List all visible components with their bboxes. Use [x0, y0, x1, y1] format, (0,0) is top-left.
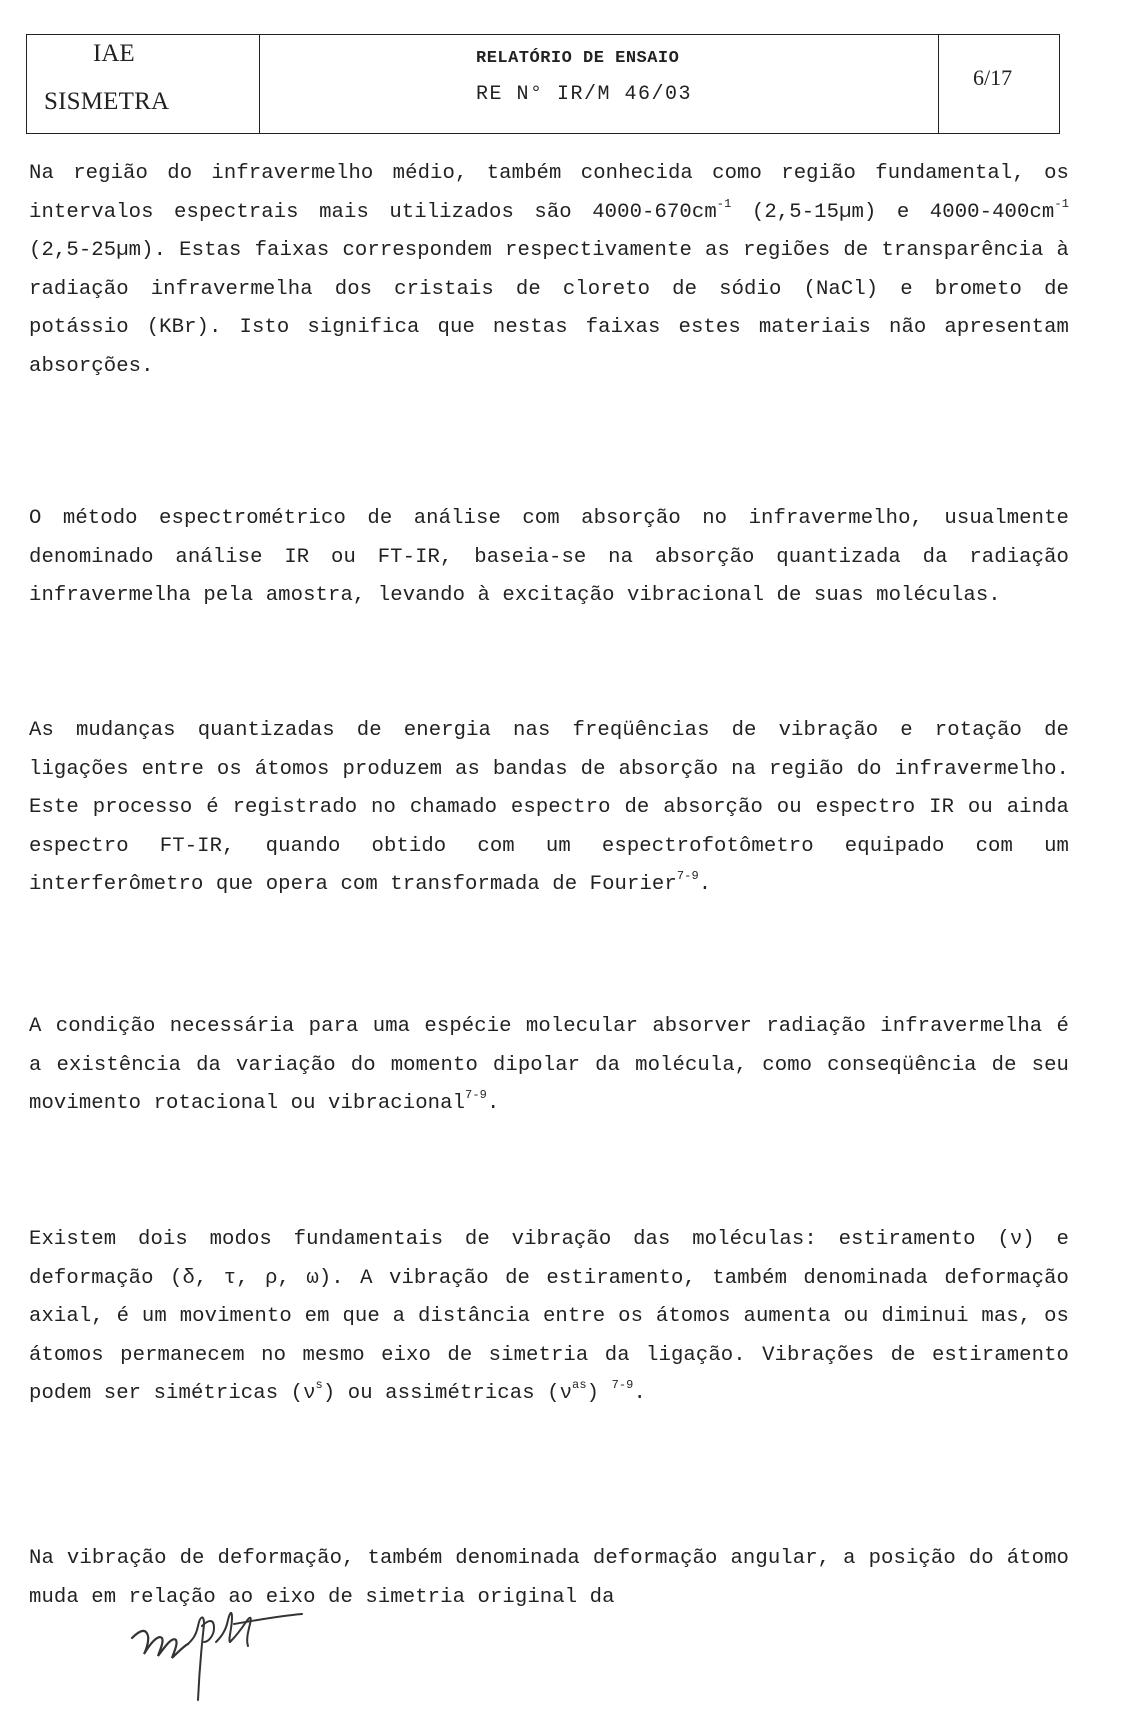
paragraph-5-text-c: ) [586, 1382, 612, 1405]
paragraph-5-text-a: Existem dois modos fundamentais de vibração das moléculas: estiramento (ν) e deformação (δ, τ, ρ, ω). A vibração de estiramento, também denominada deformação axial, é um movimento em que a distância entre os átomos aumenta ou diminui mas, os átomos permanecem no mesmo eixo de simetria da ligação. Vibrações de estiramento podem ser simétricas (ν [29, 1228, 1069, 1405]
paragraph-1 [29, 155, 1069, 386]
paragraph-2: O método espectrométrico de análise com absorção no infravermelho, usualmente denominado análise IR ou FT-IR, baseia-se na absorção quantizada da radiação infravermelha pela amostra, levando à excitação vibracional de suas moléculas. [29, 507, 1069, 607]
citation-superscript: 7-9 [465, 1088, 487, 1103]
org-acronym: IAE [93, 40, 135, 67]
citation-superscript: 7-9 [676, 869, 699, 884]
paragraph-1-text-b: (2,5-15µm) e 4000-400cm [731, 200, 1055, 224]
paragraph-4-text-a: A condição necessária para uma espécie molecular absorver radiação infravermelha é a existência da variação do momento dipolar da molécula, como conseqüência de seu movimento rotacional ou vibracional [29, 1015, 1069, 1115]
report-number: RE N° IR/M 46/03 [476, 83, 693, 106]
paragraph-1-text-a: Na região do infravermelho médio, também conhecida como região fundamental, os intervalos espectrais mais utilizados são 4000-670cm [29, 162, 1069, 224]
org-division: SISMETRA [44, 88, 170, 115]
citation-superscript: 7-9 [611, 1378, 634, 1393]
paragraph-4-text-b: . [486, 1092, 500, 1115]
superscript: -1 [1054, 196, 1069, 211]
report-type: RELATÓRIO DE ENSAIO [476, 49, 680, 68]
paragraph-5 [29, 1221, 1069, 1414]
page-number: 6/17 [973, 65, 1013, 90]
paragraph-3-text-a: As mudanças quantizadas de energia nas freqüências de vibração e rotação de ligações entre os átomos produzem as bandas de absorção na região do infravermelho. Este processo é registrado no chamado espectro de absorção ou espectro IR ou ainda espectro FT-IR, quando obtido com um espectrofotômetro equipado com um interferômetro que opera com transformada de Fourier [29, 719, 1069, 896]
paragraph-6: Na vibração de deformação, também denominada deformação angular, a posição do átomo muda em relação ao eixo de simetria original da [29, 1547, 1069, 1609]
handwritten-initials-signature [118, 1606, 318, 1706]
paragraph-5-text-d: . [633, 1382, 646, 1405]
paragraph-3 [29, 712, 1069, 905]
page-number-cell [939, 35, 1059, 133]
report-title-cell [260, 35, 939, 133]
report-header [26, 34, 1060, 134]
paragraph-5-text-b: ) ou assimétricas (ν [322, 1382, 573, 1405]
paragraph-1-text-c: (2,5-25µm). Estas faixas correspondem respectivamente as regiões de transparência à radiação infravermelha dos cristais de cloreto de sódio (NaCl) e brometo de potássio (KBr). Isto significa que nestas faixas estes materiais não apresentam absorções. [29, 239, 1069, 378]
paragraph-3-text-b: . [698, 873, 712, 896]
superscript: as [572, 1378, 587, 1393]
superscript: s [315, 1378, 323, 1393]
organization-cell [27, 35, 260, 133]
superscript: -1 [716, 196, 732, 211]
paragraph-4 [29, 1008, 1069, 1124]
